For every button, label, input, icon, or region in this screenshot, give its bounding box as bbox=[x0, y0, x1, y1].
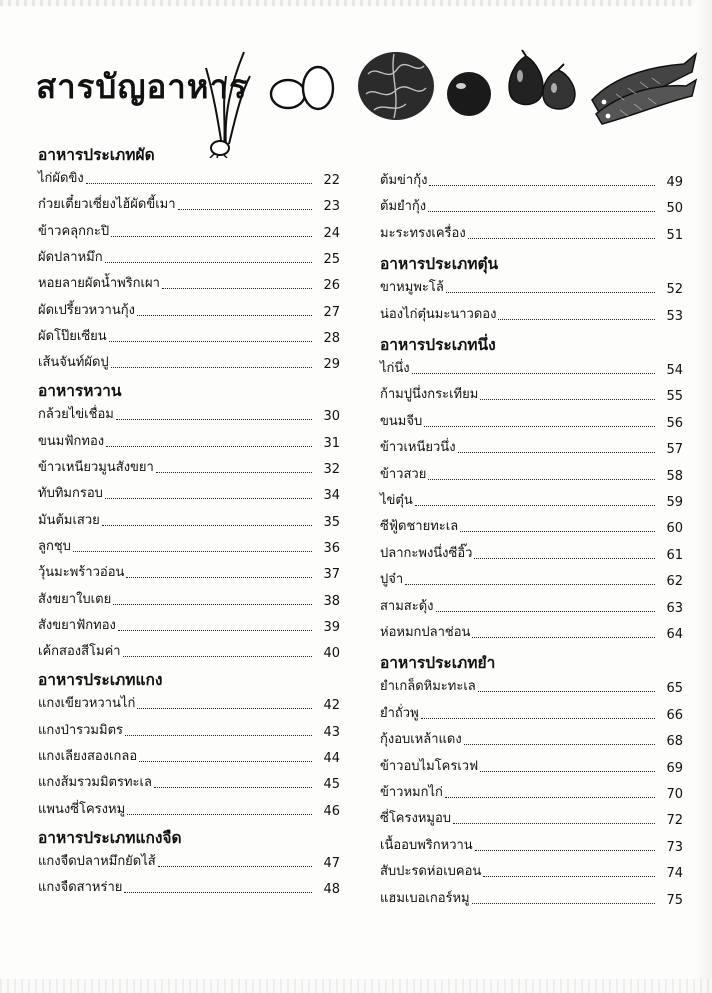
dot-leader bbox=[474, 557, 655, 559]
dot-leader bbox=[109, 340, 312, 342]
toc-entry bbox=[38, 457, 340, 477]
dot-leader bbox=[468, 237, 655, 239]
entry-name: มะระทรงเครื่อง bbox=[380, 225, 466, 241]
entry-page-number: 27 bbox=[323, 304, 340, 320]
toc-entry bbox=[380, 756, 683, 776]
toc-entry bbox=[38, 326, 340, 346]
entry-page-number: 23 bbox=[323, 199, 340, 215]
dot-leader bbox=[428, 210, 655, 212]
entry-name: ผัดเปรี้ยวหวานกุ้ง bbox=[38, 302, 135, 318]
entry-page-number: 57 bbox=[666, 442, 683, 458]
scan-edge-right bbox=[694, 0, 712, 993]
dot-leader bbox=[162, 287, 312, 289]
entry-page-number: 62 bbox=[666, 574, 683, 590]
lettuce-icon bbox=[354, 44, 438, 124]
section-heading: อาหารประเภทยำ bbox=[380, 654, 496, 673]
entry-page-number: 24 bbox=[323, 225, 340, 241]
toc-entry bbox=[380, 861, 683, 881]
dot-leader bbox=[178, 208, 312, 210]
entry-name: ก๋วยเตี๋ยวเซี่ยงไฮ้ผัดขี้เมา bbox=[38, 197, 176, 213]
toc-entry bbox=[38, 615, 340, 635]
entry-name: ขนมจีบ bbox=[380, 413, 423, 429]
entry-name: ขาหมูพะโล้ bbox=[380, 280, 444, 296]
toc-entry bbox=[38, 641, 340, 661]
section-heading: อาหารประเภทแกงจืด bbox=[38, 828, 182, 847]
section-heading: อาหารหวาน bbox=[38, 382, 122, 401]
toc-entry bbox=[380, 384, 683, 404]
entry-page-number: 37 bbox=[323, 567, 340, 583]
entry-name: ต้มข่ากุ้ง bbox=[380, 173, 428, 188]
entry-page-number: 29 bbox=[323, 357, 340, 373]
entry-page-number: 34 bbox=[323, 488, 340, 504]
entry-name: ไข่ตุ๋น bbox=[380, 493, 413, 508]
toc-entry bbox=[38, 510, 340, 530]
entry-page-number: 54 bbox=[666, 363, 683, 378]
figs-icon bbox=[500, 48, 582, 118]
dot-leader bbox=[458, 451, 655, 453]
entry-name: แฮมเบอเกอร์หมู bbox=[380, 890, 470, 906]
dot-leader bbox=[421, 717, 655, 719]
dot-leader bbox=[464, 743, 655, 745]
dot-leader bbox=[498, 318, 655, 320]
entry-page-number: 74 bbox=[666, 866, 683, 882]
entry-name: ไก่นึ่ง bbox=[380, 361, 410, 376]
entry-name: หอยลายผัดน้ำพริกเผา bbox=[38, 276, 160, 292]
scan-edge-bottom bbox=[0, 979, 712, 993]
entry-name: มันต้มเสวย bbox=[38, 512, 100, 528]
toc-entry bbox=[38, 404, 340, 424]
dot-leader bbox=[405, 583, 655, 585]
dot-leader bbox=[453, 822, 655, 824]
entry-name: แกงเขียวหวานไก่ bbox=[38, 696, 136, 712]
entry-page-number: 44 bbox=[323, 751, 340, 766]
dot-leader bbox=[446, 291, 655, 293]
entry-page-number: 49 bbox=[666, 175, 683, 190]
entry-page-number: 45 bbox=[323, 777, 340, 793]
entry-name: น่องไก่ตุ๋นมะนาวดอง bbox=[380, 306, 497, 322]
entry-page-number: 25 bbox=[323, 251, 340, 267]
toc-entry bbox=[38, 693, 340, 713]
dot-leader bbox=[445, 796, 655, 798]
entry-page-number: 63 bbox=[666, 600, 683, 616]
entry-page-number: 40 bbox=[323, 646, 340, 662]
entry-page-number: 65 bbox=[666, 681, 683, 697]
entry-name: สับปะรดห่อเบคอน bbox=[380, 864, 482, 880]
dot-leader bbox=[105, 261, 312, 263]
entry-name: สามสะดุ้ง bbox=[380, 598, 434, 614]
toc-entry bbox=[38, 300, 340, 320]
entry-page-number: 36 bbox=[323, 540, 340, 556]
toc-entry bbox=[38, 746, 340, 766]
entry-page-number: 43 bbox=[323, 724, 340, 740]
entry-page-number: 53 bbox=[666, 308, 683, 324]
dot-leader bbox=[480, 770, 655, 772]
entry-page-number: 56 bbox=[666, 415, 683, 431]
toc-entry bbox=[380, 543, 683, 563]
entry-page-number: 68 bbox=[666, 734, 683, 750]
entry-page-number: 22 bbox=[323, 173, 340, 188]
entry-name: สังขยาฟักทอง bbox=[38, 617, 116, 633]
toc-entry bbox=[38, 851, 340, 871]
toc-entry bbox=[380, 464, 683, 484]
toc-entry bbox=[38, 194, 340, 214]
entry-name: ไก่ผัดขิง bbox=[38, 171, 84, 186]
section-heading: อาหารประเภทผัด bbox=[38, 146, 155, 164]
entry-page-number: 58 bbox=[666, 468, 683, 484]
section-heading: อาหารประเภทนึ่ง bbox=[380, 336, 496, 354]
toc-entry bbox=[38, 483, 340, 503]
dot-leader bbox=[154, 786, 312, 788]
toc-entry bbox=[380, 596, 683, 616]
toc-entry bbox=[380, 437, 683, 457]
page-title: สารบัญอาหาร bbox=[36, 67, 248, 106]
dot-leader bbox=[412, 372, 655, 374]
entry-name: ข้าวเหนียวมูนสังขยา bbox=[38, 460, 154, 475]
toc-entry bbox=[380, 808, 683, 828]
dot-leader bbox=[106, 445, 312, 447]
toc-entry bbox=[38, 536, 340, 556]
toc-entry bbox=[38, 772, 340, 792]
dot-leader bbox=[105, 497, 312, 499]
toc-entry bbox=[380, 411, 683, 431]
dot-leader bbox=[472, 636, 655, 638]
dot-leader bbox=[480, 398, 655, 400]
toc-entry bbox=[380, 170, 683, 190]
dot-leader bbox=[126, 576, 312, 578]
entry-page-number: 59 bbox=[666, 495, 683, 510]
entry-name: ห่อหมกปลาช่อน bbox=[380, 625, 471, 640]
toc-entry bbox=[380, 703, 683, 723]
toc-entry bbox=[380, 490, 683, 510]
dot-leader bbox=[111, 366, 312, 368]
dot-leader bbox=[460, 530, 655, 532]
scan-edge-top bbox=[0, 0, 712, 6]
entry-name: ข้าวอบไมโครเวฟ bbox=[380, 758, 479, 774]
toc-entry bbox=[38, 431, 340, 451]
dot-leader bbox=[113, 603, 312, 605]
entry-page-number: 55 bbox=[666, 389, 683, 405]
toc-entry bbox=[38, 168, 340, 188]
dot-leader bbox=[156, 471, 312, 473]
toc-entry bbox=[38, 221, 340, 241]
entry-name: เนื้ออบพริกหวาน bbox=[380, 837, 473, 853]
dot-leader bbox=[125, 734, 312, 736]
dot-leader bbox=[111, 235, 312, 237]
entry-name: ข้าวสวย bbox=[380, 466, 427, 482]
spring-onion-icon bbox=[196, 46, 254, 158]
entry-name: ปูจ๋า bbox=[380, 572, 404, 588]
entry-name: ขนมฟักทอง bbox=[38, 433, 105, 449]
entry-page-number: 64 bbox=[666, 627, 683, 642]
entry-name: เส้นจันท์ผัดปู bbox=[38, 355, 109, 371]
dot-leader bbox=[137, 707, 312, 709]
entry-page-number: 50 bbox=[666, 201, 683, 217]
toc-entry bbox=[380, 888, 683, 908]
toc-entry bbox=[380, 277, 683, 297]
eggs-icon bbox=[268, 64, 340, 114]
entry-name: ก้ามปูนึ่งกระเทียม bbox=[380, 387, 479, 403]
toc-entry bbox=[380, 676, 683, 696]
toc-entry bbox=[380, 782, 683, 802]
entry-name: ซี่โครงหมูอบ bbox=[380, 811, 452, 827]
toc-entry bbox=[380, 304, 683, 324]
entry-page-number: 70 bbox=[666, 787, 683, 802]
dot-leader bbox=[428, 478, 655, 480]
entry-page-number: 66 bbox=[666, 707, 683, 723]
entry-name: ผัดโป๊ยเซียน bbox=[38, 328, 107, 344]
entry-name: เค้กสองสีโมค่า bbox=[38, 644, 121, 660]
dot-leader bbox=[478, 690, 655, 692]
dot-leader bbox=[429, 184, 655, 186]
dot-leader bbox=[483, 875, 655, 877]
entry-page-number: 69 bbox=[666, 760, 683, 776]
entry-page-number: 26 bbox=[323, 278, 340, 294]
entry-name: สังขยาใบเตย bbox=[38, 591, 112, 607]
toc-entry bbox=[380, 729, 683, 749]
entry-name: ต้มยำกุ้ง bbox=[380, 199, 427, 215]
entry-page-number: 38 bbox=[323, 593, 340, 609]
toc-entry bbox=[380, 835, 683, 855]
dot-leader bbox=[436, 610, 655, 612]
fish-icon bbox=[586, 44, 698, 128]
entry-name: กล้วยไข่เชื่อม bbox=[38, 407, 114, 423]
entry-page-number: 75 bbox=[666, 892, 683, 908]
entry-name: ผัดปลาหมึก bbox=[38, 249, 103, 265]
entry-name: แพนงซี่โครงหมู bbox=[38, 801, 126, 817]
toc-entry bbox=[380, 516, 683, 536]
entry-page-number: 31 bbox=[323, 435, 340, 451]
entry-page-number: 39 bbox=[323, 619, 340, 635]
entry-page-number: 72 bbox=[666, 813, 683, 829]
toc-entry bbox=[380, 569, 683, 589]
section-heading: อาหารประเภทตุ๋น bbox=[380, 255, 499, 274]
entry-page-number: 28 bbox=[323, 330, 340, 346]
entry-page-number: 61 bbox=[666, 547, 683, 563]
toc-entry bbox=[380, 223, 683, 243]
dot-leader bbox=[158, 865, 312, 867]
entry-page-number: 47 bbox=[323, 855, 340, 871]
entry-page-number: 42 bbox=[323, 698, 340, 714]
entry-name: แกงป่ารวมมิตร bbox=[38, 722, 123, 738]
entry-name: ยำถั่วพู bbox=[380, 705, 419, 721]
dot-leader bbox=[124, 891, 312, 893]
entry-page-number: 52 bbox=[666, 282, 683, 298]
entry-name: ทับทิมกรอบ bbox=[38, 486, 103, 502]
entry-name: ลูกชุบ bbox=[38, 538, 71, 554]
entry-page-number: 32 bbox=[323, 462, 340, 477]
dot-leader bbox=[139, 760, 312, 762]
toc-entry bbox=[38, 877, 340, 897]
toc-entry bbox=[38, 562, 340, 582]
entry-page-number: 30 bbox=[323, 409, 340, 425]
dot-leader bbox=[475, 849, 655, 851]
entry-name: วุ้นมะพร้าวอ่อน bbox=[38, 565, 125, 581]
entry-name: ปลากะพงนึ่งซีอิ๊ว bbox=[380, 545, 473, 561]
entry-page-number: 35 bbox=[323, 514, 340, 530]
toc-entry bbox=[38, 720, 340, 740]
section-heading: อาหารประเภทแกง bbox=[38, 671, 163, 690]
toc-entry bbox=[38, 247, 340, 267]
entry-name: ข้าวหมกไก่ bbox=[380, 785, 443, 800]
dot-leader bbox=[472, 902, 655, 904]
entry-page-number: 51 bbox=[666, 227, 683, 243]
entry-page-number: 48 bbox=[323, 882, 340, 898]
toc-entry bbox=[38, 352, 340, 372]
dot-leader bbox=[86, 182, 312, 184]
dot-leader bbox=[102, 524, 312, 526]
toc-entry bbox=[38, 273, 340, 293]
dot-leader bbox=[73, 550, 312, 552]
entry-name: ข้าวเหนียวนึ่ง bbox=[380, 440, 456, 456]
entry-page-number: 73 bbox=[666, 839, 683, 855]
entry-page-number: 46 bbox=[323, 803, 340, 819]
entry-name: ยำเกล็ดหิมะทะเล bbox=[380, 679, 476, 695]
dot-leader bbox=[116, 418, 312, 420]
entry-name: แกงส้มรวมมิตรทะเล bbox=[38, 775, 152, 791]
entry-name: ซีฟู้ดชายทะเล bbox=[380, 519, 459, 535]
dot-leader bbox=[123, 655, 312, 657]
tomato-icon bbox=[444, 68, 494, 118]
toc-entry bbox=[380, 358, 683, 378]
dot-leader bbox=[127, 813, 312, 815]
dot-leader bbox=[415, 504, 655, 506]
toc-entry bbox=[38, 799, 340, 819]
toc-entry bbox=[380, 196, 683, 216]
entry-name: แกงจืดปลาหมึกยัดไส้ bbox=[38, 853, 156, 869]
entry-name: ข้าวคลุกกะปิ bbox=[38, 223, 110, 239]
dot-leader bbox=[118, 629, 312, 631]
entry-name: แกงจืดสาหร่าย bbox=[38, 880, 123, 896]
dot-leader bbox=[424, 425, 655, 427]
entry-name: กุ้งอบเหล้าแดง bbox=[380, 732, 462, 748]
entry-name: แกงเลียงสองเกลอ bbox=[38, 749, 138, 764]
dot-leader bbox=[137, 314, 312, 316]
toc-entry bbox=[38, 589, 340, 609]
toc-entry bbox=[380, 622, 683, 642]
entry-page-number: 60 bbox=[666, 521, 683, 537]
